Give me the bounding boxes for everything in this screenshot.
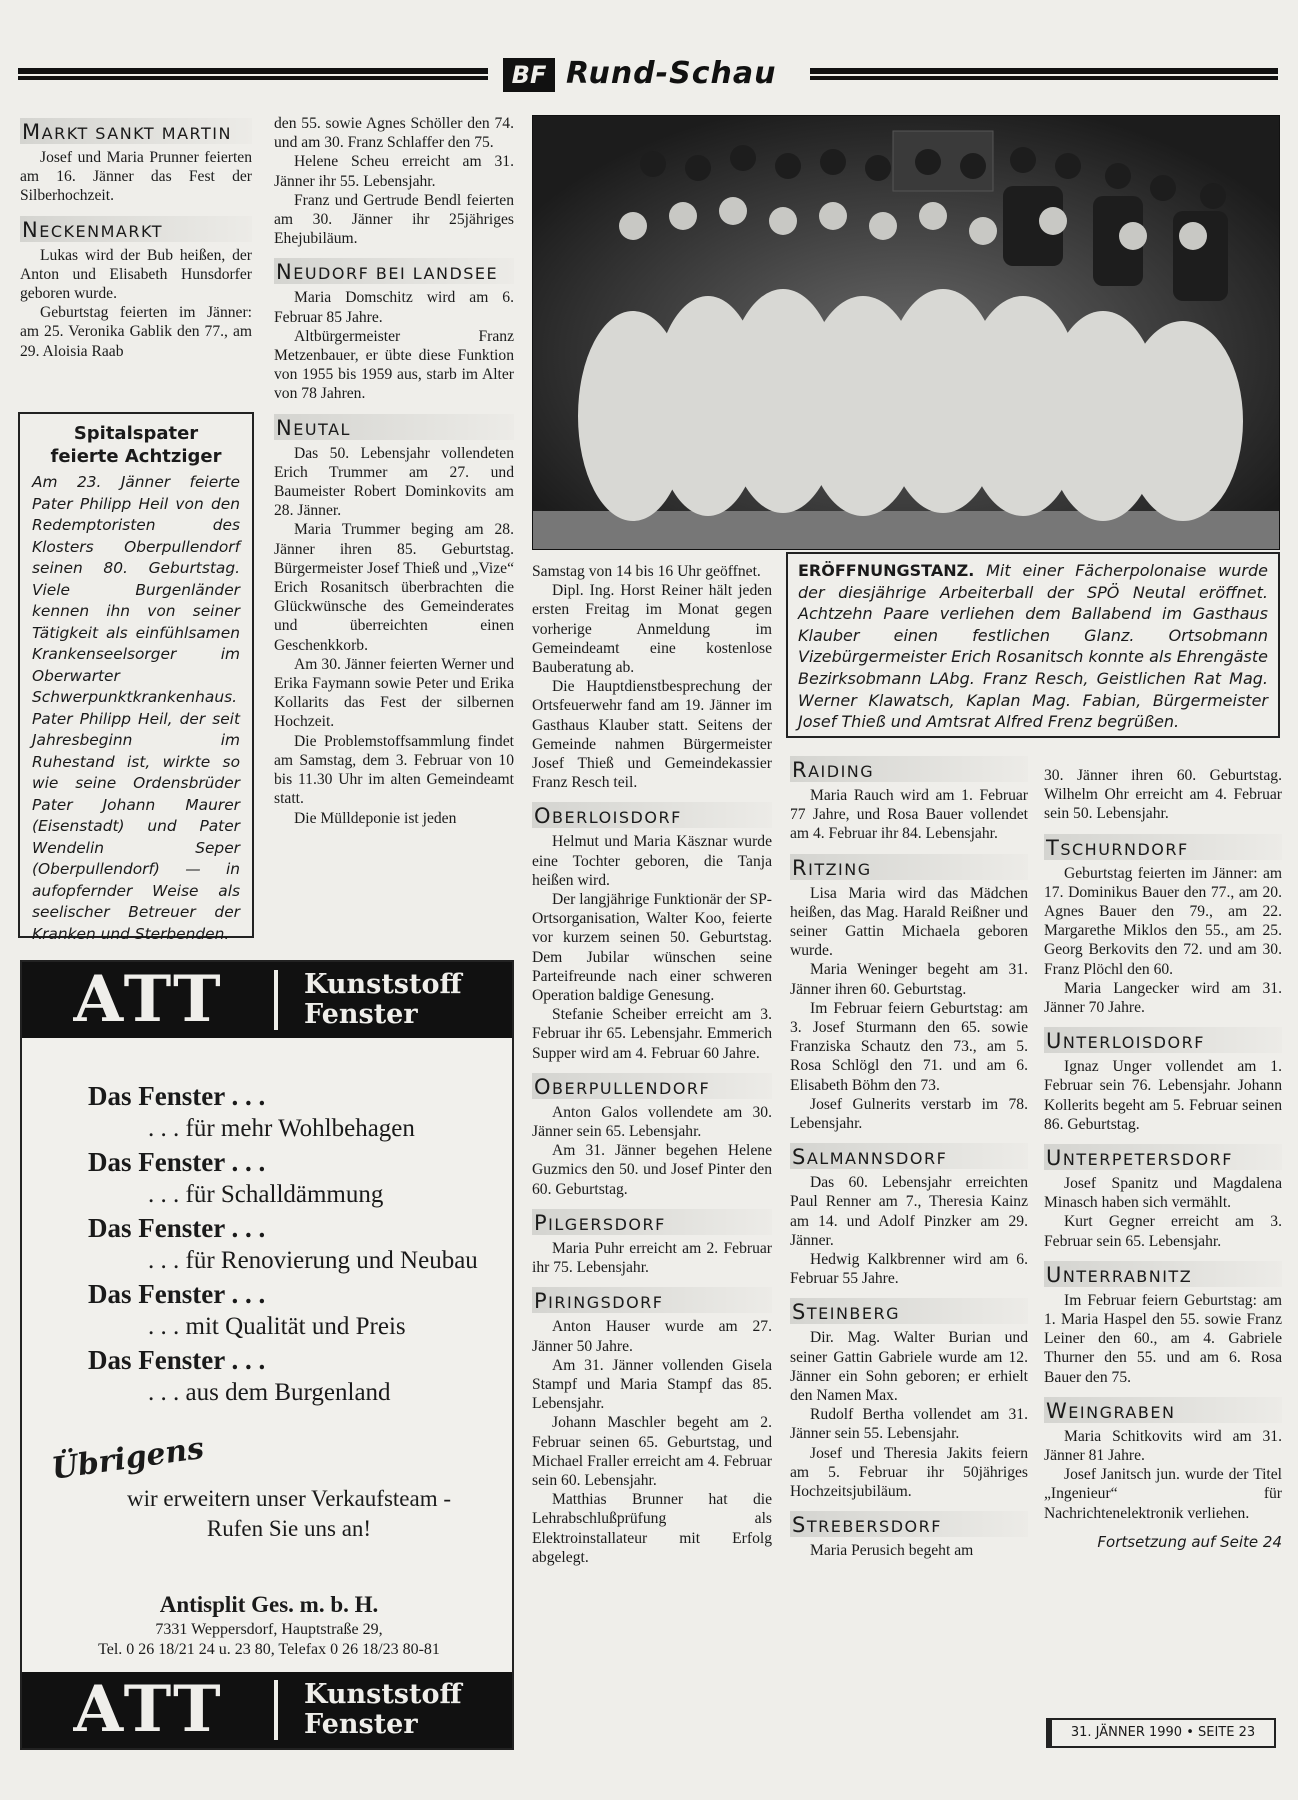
article-text: Josef Gulnerits verstarb im 78. Lebensjahr. xyxy=(790,1095,1028,1133)
ad-product-line-1: Kunststoff xyxy=(304,969,462,1000)
ad-team-line-1: wir erweitern unser Verkaufsteam - xyxy=(127,1486,451,1511)
article-text: Josef und Maria Prunner feierten am 16. Jänner das Fest der Silberhochzeit. xyxy=(20,149,252,205)
column-2 xyxy=(274,114,514,828)
article-text: Josef und Theresia Jakits feiern am 5. Februar ihr 50jähriges Hochzeitsjubiläum. xyxy=(790,1444,1028,1501)
article-text: Maria Trummer beging am 28. Jänner ihren 85. Geburtstag. Bürgermeister Josef Thieß und „Vize“ Erich Rosanitsch überbrachten die Glückwünsche des Gemeinderates und überreichten einen Geschenkkorb. xyxy=(274,521,514,654)
column-1 xyxy=(20,112,252,361)
article-text: Dipl. Ing. Horst Reiner hält jeden ersten Freitag im Monat gegen vorherige Anmeldung im Gemeindeamt eine kostenlose Bauberatung ab. xyxy=(532,582,772,677)
ad-line-3-head: Das Fenster . . . xyxy=(88,1213,266,1243)
article-text: Helmut und Maria Käsznar wurde eine Tochter geboren, die Tanja heißen wird. xyxy=(532,833,772,889)
article-text: Das 50. Lebensjahr vollendeten Erich Trummer am 27. und Baumeister Robert Dominkovits am 28. Jänner. xyxy=(274,444,514,520)
ad-divider xyxy=(274,970,278,1030)
info-box-spitalspater xyxy=(18,412,254,943)
ad-line-4-head: Das Fenster . . . xyxy=(88,1279,266,1309)
ad-product-bottom xyxy=(304,1680,462,1740)
ad-company-name: Antisplit Ges. m. b. H. xyxy=(159,1592,379,1617)
article-text: Franz und Gertrude Bendl feierten am 30. Jänner ihr 25jähriges Ehejubiläum. xyxy=(274,191,514,248)
section-heading: RAIDING xyxy=(790,756,1028,782)
ad-banner-top xyxy=(22,962,512,1038)
section-heading: NECKENMARKT xyxy=(20,216,252,242)
column-3 xyxy=(532,562,772,1567)
article-text: Am 30. Jänner feierten Werner und Erika Faymann sowie Peter und Erika Kollarits das Fest der silbernen Hochzeit. xyxy=(274,655,514,731)
ad-att-fenster xyxy=(20,960,514,1750)
article-text: Die Hauptdienstbesprechung der Ortsfeuerwehr fand am 19. Jänner im Gasthaus Klauber statt. Seitens der Gemeinde nahmen Bürgermeister Josef Thieß und Gemeindekassier Franz Resch teil. xyxy=(532,678,772,792)
section-heading: WEINGRABEN xyxy=(1044,1397,1282,1423)
ad-team xyxy=(22,1484,516,1544)
header-rule-right xyxy=(810,68,1278,80)
article-text: Samstag von 14 bis 16 Uhr geöffnet. xyxy=(532,563,761,580)
ad-line-2-sub: . . . für Schalldämmung xyxy=(148,1181,384,1208)
article-text: Rudolf Bertha vollendet am 31. Jänner sein 55. Lebensjahr. xyxy=(790,1406,1028,1443)
photo-caption xyxy=(798,560,1268,733)
article-text: Maria Langecker wird am 31. Jänner 70 Jahre. xyxy=(1044,979,1282,1017)
article-text: Kurt Gegner erreicht am 3. Februar sein 65. Lebensjahr. xyxy=(1044,1213,1282,1250)
ad-product-bottom-line-1: Kunststoff xyxy=(304,1679,462,1710)
ad-line-5-head: Das Fenster . . . xyxy=(88,1345,266,1375)
article-text: den 55. sowie Agnes Schöller den 74. und am 30. Franz Schlaffer den 75. xyxy=(274,115,514,152)
article-text: Maria Perusich begeht am xyxy=(810,1542,974,1560)
ad-brand-bottom: ATT xyxy=(73,1672,225,1747)
article-text: Die Mülldeponie ist jeden xyxy=(294,809,457,827)
caption-text: Mit einer Fächerpolonaise wurde der diesjährige Arbeiterball der SPÖ Neutal eröffnet. Achtzehn Paare verliehen dem Ballabend im Gasthaus Klauber einen festlichen Glanz. Ortsobmann Vizebürgermeister Erich Rosanitsch konnte als Ehrengäste Bezirksobmann LAbg. Franz Resch, Geistlichen Rat Mag. Werner Klawatsch, Kaplan Mag. Fabian, Bürgermeister Josef Thieß und Amtsrat Alfred Frenz begrüßen. xyxy=(798,561,1268,732)
article-text: Stefanie Scheiber erreicht am 3. Februar ihr 65. Lebensjahr. Emmerich Supper wird am 4. Februar 60 Jahre. xyxy=(532,1006,772,1062)
ad-line-1-head: Das Fenster . . . xyxy=(88,1081,266,1111)
section-heading: UNTERLOISDORF xyxy=(1044,1027,1282,1053)
article-text: Josef Spanitz und Magdalena Minasch haben sich vermählt. xyxy=(1044,1175,1282,1212)
header-title: Rund-Schau xyxy=(566,56,777,91)
article-text: Das 60. Lebensjahr erreichten Paul Renner am 7., Theresia Kainz am 14. und Adolf Pinzker am 29. Jänner. xyxy=(790,1174,1028,1249)
ad-divider-bottom xyxy=(274,1680,278,1740)
section-heading: STREBERSDORF xyxy=(790,1511,1028,1537)
section-heading: PIRINGSDORF xyxy=(532,1287,772,1313)
article-text: Geburtstag feierten im Jänner: am 25. Veronika Gablik den 77., am 29. Aloisia Raab xyxy=(20,304,252,360)
ad-line-3-sub: . . . für Renovierung und Neubau xyxy=(148,1247,478,1274)
box-title-line-2: feierte Achtziger xyxy=(50,446,222,467)
ad-script: Übrigens xyxy=(49,1430,207,1487)
box-title xyxy=(32,422,240,468)
article-text: Im Februar feiern Geburtstag: am 3. Josef Sturmann den 65. sowie Franziska Schautz den 73., am 5. Rosa Schlögl den 71. und am 6. Elisabeth Böhm den 73. xyxy=(790,999,1028,1094)
article-text: Anton Hauser wurde am 27. Jänner 50 Jahre. xyxy=(532,1318,772,1355)
section-heading: TSCHURNDORF xyxy=(1044,834,1282,860)
article-text: Lisa Maria wird das Mädchen heißen, das Mag. Harald Reißner und seiner Gattin Michaela geboren wurde. xyxy=(790,884,1028,960)
section-heading: MARKT SANKT MARTIN xyxy=(20,118,252,144)
caption-lead: ERÖFFNUNGSTANZ. xyxy=(798,561,975,580)
ad-address: 7331 Weppersdorf, Hauptstraße 29, xyxy=(155,1621,383,1638)
article-text: Der langjährige Funktionär der SP-Ortsorganisation, Walter Koo, feierte vor kurzem seinen 50. Geburtstag. Dem Jubilar wünschen seine Parteifreunde nach einer schweren Operation baldige Genesung. xyxy=(532,891,772,1005)
article-text: Maria Rauch wird am 1. Februar 77 Jahre, und Rosa Bauer vollendet am 4. Februar ihr 84. Lebensjahr. xyxy=(790,787,1028,843)
ad-team-line-2: Rufen Sie uns an! xyxy=(206,1516,372,1541)
article-text: Lukas wird der Bub heißen, der Anton und Elisabeth Hunsdorfer geboren wurde. xyxy=(20,246,252,303)
article-text: Matthias Brunner hat die Lehrabschlußprüfung als Elektroinstallateur mit Erfolg abgelegt. xyxy=(532,1491,772,1566)
article-text: Die Problemstoffsammlung findet am Samstag, dem 3. Februar von 10 bis 11.30 Uhr im alten Gemeindeamt statt. xyxy=(274,732,514,808)
ad-line-4-sub: . . . mit Qualität und Preis xyxy=(148,1313,406,1340)
photo-ball-dancers xyxy=(532,115,1280,550)
continued-note: Fortsetzung auf Seite 24 xyxy=(1097,1532,1282,1551)
photo-caption-box xyxy=(786,552,1280,738)
article-text: Johann Maschler begeht am 2. Februar seinen 65. Geburtstag, und Michael Fraller erreicht am 4. Februar sein 60. Lebensjahr. xyxy=(532,1414,772,1489)
article-text: Dir. Mag. Walter Burian und seiner Gattin Gabriele wurde am 12. Jänner ein Sohn geboren; er erhielt den Namen Max. xyxy=(790,1329,1028,1405)
section-heading: OBERPULLENDORF xyxy=(532,1073,772,1099)
header-rule-left xyxy=(18,68,488,80)
article-text: Anton Galos vollendete am 30. Jänner sein 65. Lebensjahr. xyxy=(532,1103,772,1141)
article-text: Helene Scheu erreicht am 31. Jänner ihr 55. Lebensjahr. xyxy=(274,153,514,190)
section-heading: UNTERRABNITZ xyxy=(1044,1261,1282,1287)
section-heading: RITZING xyxy=(790,854,1028,880)
section-heading: NEUTAL xyxy=(274,414,514,440)
article-text: Geburtstag feierten im Jänner: am 17. Dominikus Bauer den 77., am 20. Agnes Bauer den 79., am 22. Margarethe Miklos den 55., am 25. Georg Berkovits den 72. und am 30. Franz Plöchl den 60. xyxy=(1044,864,1282,978)
header-logo: BF xyxy=(503,58,555,92)
article-text: Maria Domschitz wird am 6. Februar 85 Jahre. xyxy=(274,289,514,326)
ad-banner-bottom xyxy=(22,1672,512,1748)
box-title-line-1: Spitalspater xyxy=(73,423,199,444)
section-heading: OBERLOISDORF xyxy=(532,802,772,828)
article-text: Maria Weninger begeht am 31. Jänner ihren 60. Geburtstag. xyxy=(790,961,1028,998)
photo-image xyxy=(533,116,1280,550)
article-text: Altbürgermeister Franz Metzenbauer, er übte diese Funktion von 1955 bis 1959 aus, starb im Alter von 78 Jahren. xyxy=(274,327,514,403)
article-text: Josef Janitsch jun. wurde der Titel „Ingenieur“ für Nachrichtenelektronik verliehen. xyxy=(1044,1466,1282,1522)
section-heading: PILGERSDORF xyxy=(532,1209,772,1235)
section-heading: STEINBERG xyxy=(790,1298,1028,1324)
article-text: Hedwig Kalkbrenner wird am 6. Februar 55 Jahre. xyxy=(790,1251,1028,1288)
ad-line-1-sub: . . . für mehr Wohlbehagen xyxy=(148,1115,415,1142)
section-heading: NEUDORF BEI LANDSEE xyxy=(274,258,514,284)
column-5 xyxy=(1044,766,1282,1552)
article-text: 30. Jänner ihren 60. Geburtstag. Wilhelm Ohr erreicht am 4. Februar sein 50. Lebensjahr. xyxy=(1044,767,1282,823)
article-text: Maria Puhr erreicht am 2. Februar ihr 75. Lebensjahr. xyxy=(532,1239,772,1277)
ad-brand: ATT xyxy=(73,962,225,1037)
section-heading: UNTERPETERSDORF xyxy=(1044,1144,1282,1170)
ad-body xyxy=(88,1080,508,1410)
ad-phone: Tel. 0 26 18/21 24 u. 23 80, Telefax 0 26 18/23 80-81 xyxy=(98,1641,440,1658)
ad-line-2-head: Das Fenster . . . xyxy=(88,1147,266,1177)
ad-product xyxy=(304,970,462,1030)
article-text: Im Februar feiern Geburtstag: am 1. Maria Haspel den 55. sowie Franz Leiner den 60., am 4. Gabriele Thurner den 55. und am 6. Rosa Bauer den 75. xyxy=(1044,1291,1282,1386)
article-text: Am 31. Jänner begehen Helene Guzmics den 50. und Josef Pinter den 60. Geburtstag. xyxy=(532,1142,772,1198)
ad-company xyxy=(22,1590,516,1660)
ad-product-line-2: Fenster xyxy=(304,999,418,1030)
article-text: Am 31. Jänner vollenden Gisela Stampf und Maria Stampf das 85. Lebensjahr. xyxy=(532,1356,772,1413)
section-heading: SALMANNSDORF xyxy=(790,1143,1028,1169)
ad-product-bottom-line-2: Fenster xyxy=(304,1709,418,1740)
page-footer: 31. JÄNNER 1990 • SEITE 23 xyxy=(1046,1718,1276,1748)
article-text: Ignaz Unger vollendet am 1. Februar sein 76. Lebensjahr. Johann Kollerits begeht am 5. Februar seinen 86. Geburtstag. xyxy=(1044,1058,1282,1133)
column-4 xyxy=(790,756,1028,1561)
ad-line-5-sub: . . . aus dem Burgenland xyxy=(148,1379,391,1406)
box-text: Am 23. Jänner feierte Pater Philipp Heil von den Redemptoristen des Klosters Oberpullendorf seinen 80. Geburtstag. Viele Burgenländer kennen ihn von seiner Tätigkeit als einfühlsamen Krankenseelsorger im Oberwarter Schwerpunktkrankenhaus. Pater Philipp Heil, der seit Jahresbeginn im Ruhestand ist, wirkte so wie seine Ordensbrüder Pater Johann Maurer (Eisenstadt) und Pater Wendelin Seper (Oberpullendorf) — in aufopfernder Weise als seelischer Betreuer der Kranken und Sterbenden. xyxy=(32,473,240,943)
article-text: Maria Schitkovits wird am 31. Jänner 81 Jahre. xyxy=(1044,1427,1282,1465)
